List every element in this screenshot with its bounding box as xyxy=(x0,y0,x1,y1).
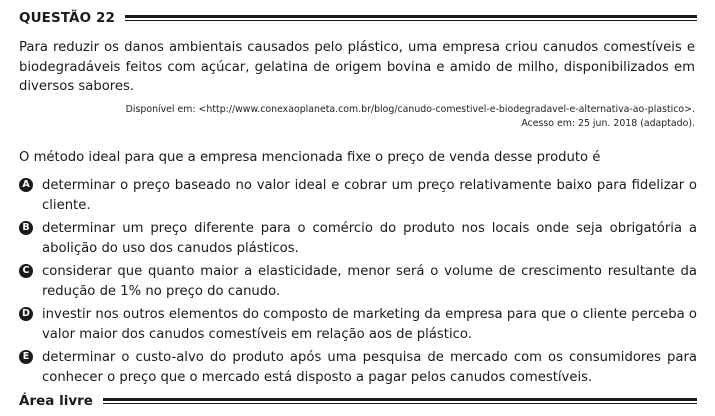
option-letter-badge: D xyxy=(19,307,33,321)
option-text: determinar o preço baseado no valor ideal e cobrar um preço relativamente baixo para fidelizar o cliente. xyxy=(42,178,697,213)
option-text: determinar um preço diferente para o comércio do produto nos locais onde seja obrigatória a abolição do uso dos canudos plásticos. xyxy=(42,221,697,256)
option-a[interactable] xyxy=(19,176,697,215)
question-stem: Para reduzir os danos ambientais causados pelo plástico, uma empresa criou canudos comestíveis e biodegradáveis feitos com açúcar, gelatina de origem bovina e amido de milho, disponibilizados em diversos sabores. xyxy=(19,40,695,94)
option-c[interactable] xyxy=(19,262,697,301)
free-area-footer xyxy=(19,391,697,411)
question-header xyxy=(19,8,697,28)
option-b[interactable] xyxy=(19,219,697,258)
option-letter-badge: E xyxy=(19,350,33,364)
free-area-title: Área livre xyxy=(19,393,93,409)
option-text: considerar que quanto maior a elasticidade, menor será o volume de crescimento resultante da redução de 1% no preço do canudo. xyxy=(42,264,697,299)
option-d[interactable] xyxy=(19,305,697,344)
option-letter-badge: A xyxy=(19,178,33,192)
question-title: QUESTÃO 22 xyxy=(19,10,115,26)
answer-options xyxy=(19,176,697,391)
option-letter-badge: C xyxy=(19,264,33,278)
source-access-line: Acesso em: 25 jun. 2018 (adaptado). xyxy=(521,118,695,129)
option-text: investir nos outros elementos do composto de marketing da empresa para que o cliente perceba o valor maior dos canudos comestíveis em relação aos de plástico. xyxy=(42,307,697,342)
option-text: determinar o custo-alvo do produto após uma pesquisa de mercado com os consumidores para conhecer o preço que o mercado está disposto a pagar pelos canudos comestíveis. xyxy=(42,350,697,385)
question-prompt: O método ideal para que a empresa mencionada fixe o preço de venda desse produto é xyxy=(19,150,601,165)
header-divider xyxy=(125,15,697,21)
source-citation xyxy=(55,103,695,131)
option-letter-badge: B xyxy=(19,221,33,235)
option-e[interactable] xyxy=(19,348,697,387)
footer-divider xyxy=(103,398,697,404)
source-url-line: Disponível em: <http://www.conexaoplaneta.com.br/blog/canudo-comestivel-e-biodegradavel-e-alternativa-ao-plastico>. xyxy=(125,104,695,115)
